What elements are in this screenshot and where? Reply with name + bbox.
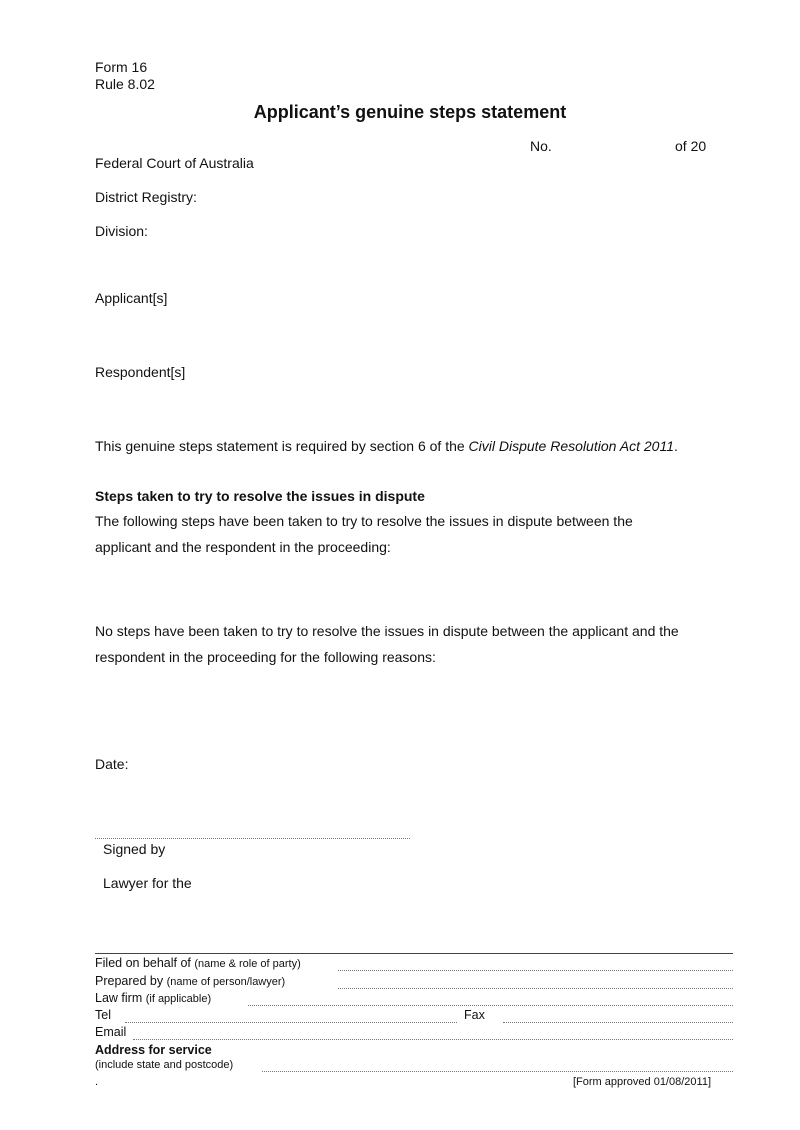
law-firm-line [248,1005,733,1006]
fax-label: Fax [464,1008,485,1022]
form-approved-note: [Form approved 01/08/2011] [573,1076,711,1088]
lawfirm-hint: (if applicable) [145,993,212,1005]
division-label: Division: [95,223,148,239]
prepared-by-line [338,988,733,989]
fax-line [503,1022,733,1023]
signed-by-label: Signed by [103,841,166,857]
respondent-label: Respondent[s] [95,364,186,380]
nosteps-text-line-2: respondent in the proceeding for the following reasons: [95,649,436,665]
steps-text-line-2: applicant and the respondent in the proceeding: [95,539,391,555]
footer-rule [95,953,733,954]
law-firm-label [95,991,211,1005]
page-title: Applicant’s genuine steps statement [253,102,567,122]
steps-heading: Steps taken to try to resolve the issues in dispute [95,488,425,504]
registry-label: District Registry: [95,189,197,205]
filed-label-text: Filed on behalf of [95,956,191,970]
tel-line [125,1022,457,1023]
address-line [262,1071,733,1072]
no-label: No. [530,138,552,154]
lawfirm-label-text: Law firm [95,991,143,1005]
requirement-statement [95,438,678,454]
act-name: Civil Dispute Resolution Act 2011 [468,438,674,454]
lawyer-for-label: Lawyer for the [103,875,192,891]
signature-line [95,838,410,839]
form-number: Form 16 [95,59,148,75]
applicant-label: Applicant[s] [95,290,168,306]
steps-text-line-1: The following steps have been taken to try to resolve the issues in dispute between the [95,513,633,529]
court-name: Federal Court of Australia [95,155,254,171]
filed-on-behalf-line [338,970,733,971]
tel-label: Tel [95,1008,111,1022]
prepared-hint: (name of person/lawyer) [166,976,286,988]
filed-hint: (name & role of party) [194,958,301,970]
email-label: Email [95,1025,127,1039]
prepared-label-text: Prepared by [95,974,164,988]
prepared-by-label [95,974,285,988]
rule-number: Rule 8.02 [95,76,155,92]
of-year-label: of 20 [675,138,707,154]
filed-on-behalf-label [95,956,301,970]
address-hint: (include state and postcode) [95,1059,234,1071]
nosteps-text-line-1: No steps have been taken to try to resolve the issues in dispute between the applicant and the [95,623,679,639]
requirement-suffix: . [673,438,678,454]
address-for-service-label: Address for service [95,1043,212,1057]
footer-dot: . [95,1076,99,1088]
date-label: Date: [95,756,129,772]
email-line [133,1039,733,1040]
requirement-prefix: This genuine steps statement is required by section 6 of the [95,438,469,454]
